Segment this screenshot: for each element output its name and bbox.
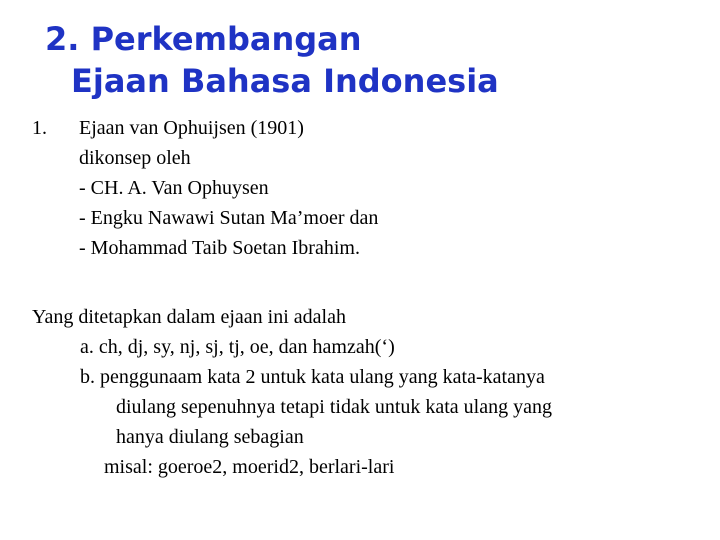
author-line: - Mohammad Taib Soetan Ibrahim. (79, 237, 360, 259)
slide-title (45, 18, 499, 102)
rule-b-line-2: diulang sepenuhnya tetapi tidak untuk kata ulang yang (116, 396, 552, 418)
author-line: - CH. A. Van Ophuysen (79, 177, 269, 199)
rule-b-line-3: hanya diulang sebagian (116, 426, 304, 448)
rule-a: a. ch, dj, sy, nj, sj, tj, oe, dan hamzah(‘) (80, 336, 395, 358)
slide-title-line-1: 2. Perkembangan (45, 20, 362, 58)
slide-title-line-2: Ejaan Bahasa Indonesia (71, 62, 499, 100)
rule-b-line-1: b. penggunaam kata 2 untuk kata ulang yang kata-katanya (80, 366, 545, 388)
rules-intro: Yang ditetapkan dalam ejaan ini adalah (32, 306, 346, 328)
rule-example: misal: goeroe2, moerid2, berlari-lari (104, 456, 395, 478)
list-number: 1. (32, 117, 47, 139)
list-item-ophuijsen (79, 113, 378, 263)
rules-section (32, 302, 552, 482)
author-line: - Engku Nawawi Sutan Ma’moer dan (79, 207, 379, 229)
item-subheading: dikonsep oleh (79, 147, 191, 169)
item-heading: Ejaan van Ophuijsen (1901) (79, 117, 304, 139)
